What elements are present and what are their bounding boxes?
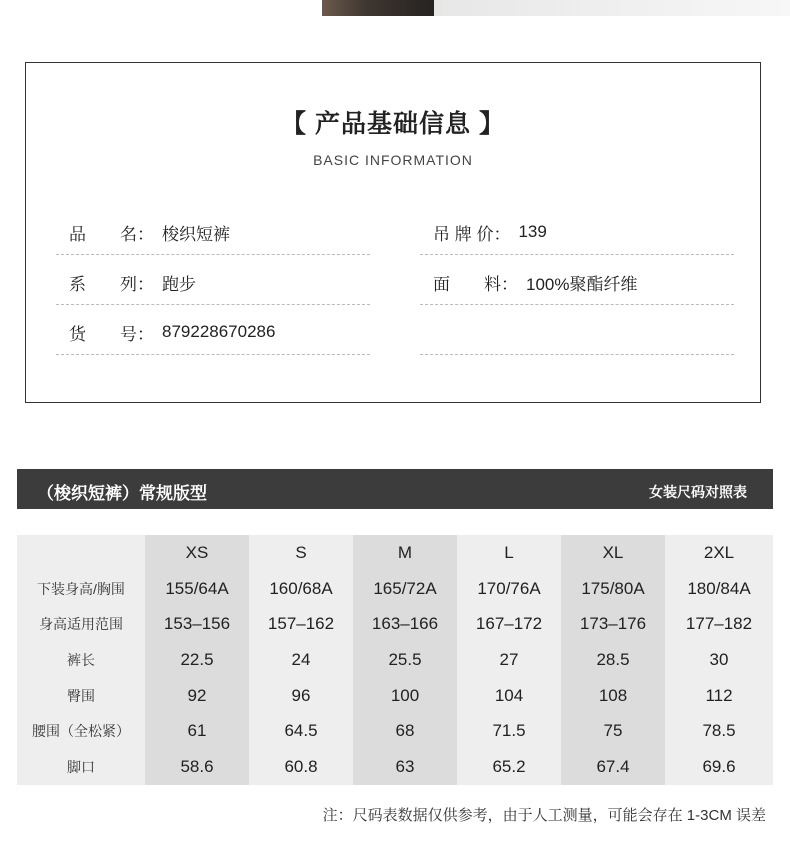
table-cell: 180/84A [665, 571, 773, 607]
table-row [17, 642, 773, 678]
row-label: 臀围 [17, 678, 145, 714]
size-chart-reference: 女装尺码对照表 [649, 484, 747, 500]
basic-info-panel [25, 62, 761, 403]
info-label: 系 列： [69, 274, 154, 294]
table-cell: 25.5 [353, 642, 457, 678]
size-column-header: M [353, 535, 457, 571]
info-label: 品 名： [69, 224, 154, 244]
table-cell: 22.5 [145, 642, 249, 678]
table-cell: 24 [249, 642, 353, 678]
size-chart-title: （梭织短裤）常规版型 [37, 484, 207, 503]
info-label: 面 料： [433, 274, 518, 294]
info-row-price [433, 220, 547, 244]
photo-garment [322, 0, 434, 16]
divider [420, 304, 734, 305]
table-cell: 175/80A [561, 571, 665, 607]
table-cell: 65.2 [457, 749, 561, 785]
product-photo-bottom-edge [0, 0, 790, 16]
row-label: 身高适用范围 [17, 606, 145, 642]
info-row-fabric [433, 270, 637, 294]
divider [420, 254, 734, 255]
size-column-header: L [457, 535, 561, 571]
size-column-header: XL [561, 535, 665, 571]
table-cell: 96 [249, 678, 353, 714]
table-cell: 92 [145, 678, 249, 714]
info-row-series [69, 270, 196, 294]
info-label: 吊 牌 价： [433, 224, 511, 244]
table-cell: 160/68A [249, 571, 353, 607]
photo-background [434, 0, 790, 16]
table-cell: 58.6 [145, 749, 249, 785]
table-cell: 173–176 [561, 606, 665, 642]
info-subtitle: BASIC INFORMATION [313, 152, 473, 168]
size-column-header: S [249, 535, 353, 571]
info-value: 879228670286 [162, 322, 276, 341]
table-cell: 112 [665, 678, 773, 714]
divider [56, 354, 370, 355]
table-cell: 104 [457, 678, 561, 714]
table-cell: 61 [145, 713, 249, 749]
table-cell: 27 [457, 642, 561, 678]
table-cell: 163–166 [353, 606, 457, 642]
table-cell: 177–182 [665, 606, 773, 642]
table-cell: 78.5 [665, 713, 773, 749]
row-label: 脚口 [17, 749, 145, 785]
table-cell: 68 [353, 713, 457, 749]
table-cell: 67.4 [561, 749, 665, 785]
table-cell: 60.8 [249, 749, 353, 785]
table-cell: 170/76A [457, 571, 561, 607]
table-cell: 71.5 [457, 713, 561, 749]
table-cell: 157–162 [249, 606, 353, 642]
table-cell: 64.5 [249, 713, 353, 749]
table-cell: 100 [353, 678, 457, 714]
table-row [17, 749, 773, 785]
table-cell: 75 [561, 713, 665, 749]
divider [56, 304, 370, 305]
table-cell: 153–156 [145, 606, 249, 642]
size-column-header: 2XL [665, 535, 773, 571]
info-value: 梭织短裤 [162, 224, 230, 244]
table-row [17, 606, 773, 642]
info-value: 跑步 [162, 274, 196, 294]
row-label: 腰围（全松紧） [17, 713, 145, 749]
table-cell: 108 [561, 678, 665, 714]
row-label: 下装身高/胸围 [17, 571, 145, 607]
table-cell: 69.6 [665, 749, 773, 785]
size-table [17, 535, 773, 785]
size-column-header: XS [145, 535, 249, 571]
table-row [17, 571, 773, 607]
table-cell: 28.5 [561, 642, 665, 678]
row-label: 裤长 [17, 642, 145, 678]
size-chart-header [17, 469, 773, 509]
table-cell: 165/72A [353, 571, 457, 607]
table-row [17, 713, 773, 749]
size-note: 注：尺码表数据仅供参考，由于人工测量，可能会存在 1-3CM 误差 [322, 807, 766, 824]
info-row-name [69, 220, 230, 244]
info-value: 139 [518, 222, 547, 241]
info-label: 货 号： [69, 324, 154, 344]
divider [420, 354, 734, 355]
table-corner-cell [17, 535, 145, 571]
size-header-row [17, 535, 773, 571]
info-title: 【 产品基础信息 】 [281, 110, 505, 138]
table-cell: 155/64A [145, 571, 249, 607]
table-cell: 63 [353, 749, 457, 785]
table-cell: 30 [665, 642, 773, 678]
table-row [17, 678, 773, 714]
info-value: 100%聚酯纤维 [526, 274, 638, 294]
table-cell: 167–172 [457, 606, 561, 642]
info-row-sku [69, 320, 275, 344]
divider [56, 254, 370, 255]
